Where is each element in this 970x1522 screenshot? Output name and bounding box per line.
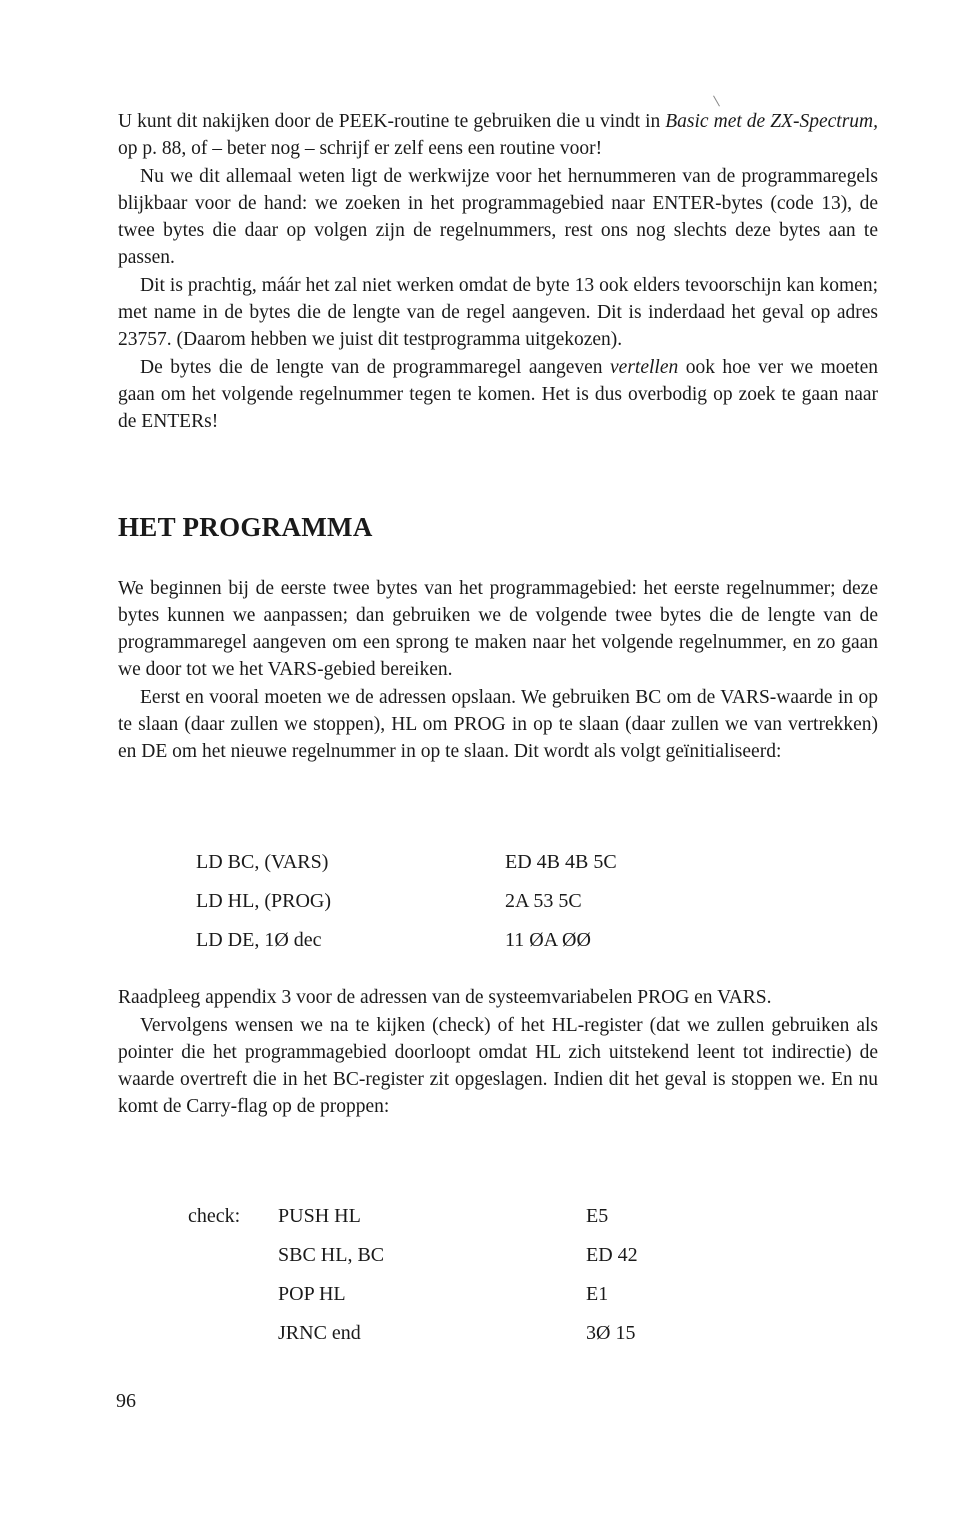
text-run: ook hoe ver we moeten gaan om het volgende regelnummer tegen te komen. Het is dus overbodig op zoek te gaan naar de ENTERs! <box>118 357 879 432</box>
text-run: Dit is prachtig, máár het zal niet werken omdat de byte 13 ook elders tevoorschijn kan komen; met name in de bytes die de lengte van de regel aangeven. Dit is inderdaad het geval op adres 23757. (Daarom hebben we juist dit testprogramma uitgekozen). <box>118 275 878 350</box>
italic-text: vertellen <box>610 357 679 378</box>
hex-code: E5 <box>586 1205 609 1227</box>
text-run: De bytes die de lengte van de programmaregel aangeven <box>140 357 611 378</box>
instruction: LD BC, (VARS) <box>196 851 329 873</box>
page-number: 96 <box>116 1390 136 1412</box>
code-label <box>188 1275 278 1314</box>
paragraph <box>118 984 878 1011</box>
text-run: U kunt dit nakijken door de PEEK-routine te gebruiken die u vindt in <box>118 111 666 132</box>
text-run: op p. 88, of – beter nog – schrijf er zelf eens een routine voor! <box>118 138 603 159</box>
hex-code: ED 4B 4B 5C <box>505 851 617 873</box>
code-label <box>188 1236 278 1275</box>
section-heading: HET PROGRAMMA <box>118 512 373 542</box>
code-row <box>196 843 617 882</box>
check-text <box>118 984 878 1121</box>
paragraph <box>118 684 878 765</box>
code-label <box>188 1314 278 1353</box>
text-run: Eerst en vooral moeten we de adressen opslaan. We gebruiken BC om de VARS-waarde in op te slaan (daar zullen we stoppen), HL om PROG in op te slaan (daar zullen we van vertrekken) en DE om het nieuwe regelnummer in op te slaan. Dit wordt als volgt geïnitialiseerd: <box>118 687 878 762</box>
text-run: Raadpleeg appendix 3 voor de adressen van de systeemvariabelen PROG en VARS. <box>118 987 772 1008</box>
instruction: JRNC end <box>278 1322 361 1344</box>
hex-code: 3Ø 15 <box>586 1322 636 1344</box>
hex-code: ED 42 <box>586 1244 638 1266</box>
init-code-listing <box>196 843 617 960</box>
code-row <box>196 921 617 960</box>
instruction: PUSH HL <box>278 1205 361 1227</box>
instruction: SBC HL, BC <box>278 1244 385 1266</box>
code-row <box>196 882 617 921</box>
text-run: Nu we dit allemaal weten ligt de werkwijze voor het hernummeren van de programmaregels blijkbaar voor de hand: we zoeken in het programmagebied naar ENTER-bytes (code 13), de twee bytes die daar op volgen zijn de regelnummers, rest ons nog slechts deze bytes aan te passen. <box>118 166 878 268</box>
code-row <box>188 1197 638 1236</box>
intro-text <box>118 108 878 436</box>
instruction: LD HL, (PROG) <box>196 890 331 912</box>
code-label: check: <box>188 1205 241 1227</box>
text-run: We beginnen bij de eerste twee bytes van het programmagebied: het eerste regelnummer; deze bytes kunnen we aanpassen; dan gebruiken we de volgende twee bytes die de lengte van de programmaregel aangeven om een sprong te maken naar het volgende regelnummer, en zo gaan we door tot we het VARS-gebied bereiken. <box>118 578 878 680</box>
hex-code: 11 ØA ØØ <box>505 929 591 951</box>
hex-code: E1 <box>586 1283 609 1305</box>
paragraph <box>118 108 878 162</box>
program-text <box>118 575 878 766</box>
text-run: Vervolgens wensen we na te kijken (check) of het HL-register (dat we zullen gebruiken als pointer die het programmagebied doorloopt omdat HL zich uitstekend leent tot indirectie) de waarde overtreft die in het BC-register zit opgeslagen. Indien dit het geval is stoppen we. En nu komt de Carry-flag op de proppen: <box>118 1015 878 1117</box>
paragraph <box>118 272 878 353</box>
code-row <box>188 1314 638 1353</box>
code-row <box>188 1236 638 1275</box>
instruction: LD DE, 1Ø dec <box>196 929 322 951</box>
instruction: POP HL <box>278 1283 346 1305</box>
italic-text: Basic met de ZX-Spectrum, <box>665 111 878 132</box>
code-row <box>188 1275 638 1314</box>
scan-mark <box>713 96 720 107</box>
hex-code: 2A 53 5C <box>505 890 582 912</box>
paragraph <box>118 354 878 435</box>
check-code-listing <box>188 1197 638 1353</box>
paragraph <box>118 163 878 271</box>
paragraph <box>118 575 878 683</box>
paragraph <box>118 1012 878 1120</box>
